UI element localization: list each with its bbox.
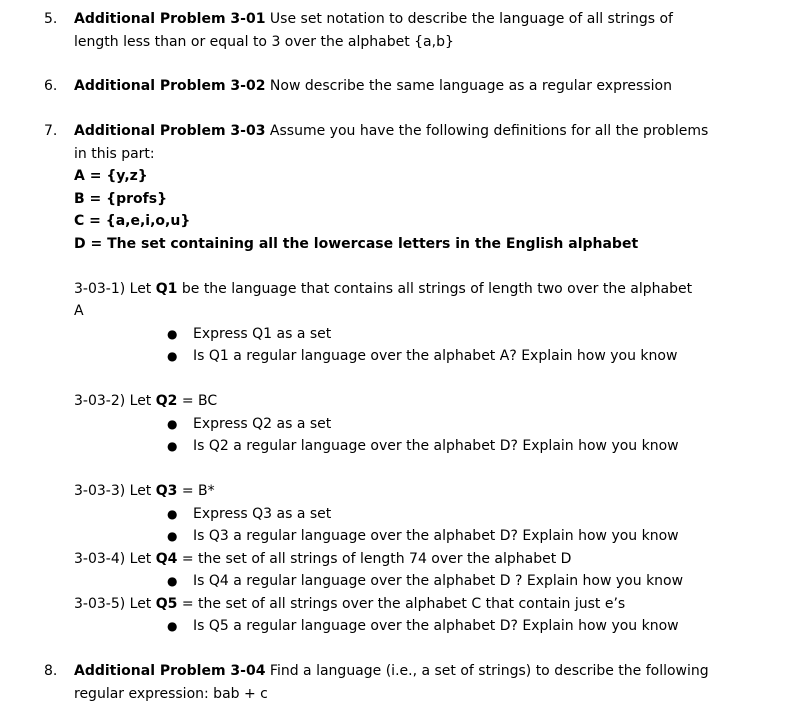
list-item: Express Q1 as a set <box>193 326 332 342</box>
problem-8-line1 <box>74 662 709 680</box>
problem-8-number: 8. <box>44 663 58 679</box>
problem-8-text1: Find a language (i.e., a set of strings) to describe the following <box>269 663 709 679</box>
bullet-icon: ● <box>167 349 178 363</box>
problem-7-line2: in this part: <box>74 146 155 162</box>
list-item: Express Q2 as a set <box>193 416 332 432</box>
q3-name: Q3 <box>155 483 178 499</box>
part-3-03-4-line1: 3-03-4) Let Q4 = the set of all strings of length 74 over the alphabet D <box>74 551 572 567</box>
q4-name: Q4 <box>155 551 178 567</box>
definition-b: B = {profs} <box>74 191 168 207</box>
problem-5-line1 <box>74 10 673 28</box>
definition-c: C = {a,e,i,o,u} <box>74 213 191 229</box>
problem-5-title: Additional Problem 3-01 <box>74 11 266 27</box>
bullet-icon: ● <box>167 439 178 453</box>
bullet-icon: ● <box>167 507 178 521</box>
bullet-icon: ● <box>167 529 178 543</box>
problem-8-line2: regular expression: bab + c <box>74 686 268 702</box>
list-item: Express Q3 as a set <box>193 506 332 522</box>
problem-6-text1: Now describe the same language as a regular expression <box>269 78 672 94</box>
problem-6-title: Additional Problem 3-02 <box>74 78 266 94</box>
definition-d: D = The set containing all the lowercase letters in the English alphabet <box>74 236 639 252</box>
problem-6-number: 6. <box>44 78 58 94</box>
problem-7-number: 7. <box>44 123 58 139</box>
problem-7-line1 <box>74 122 708 140</box>
part-3-03-2-line1: 3-03-2) Let Q2 = BC <box>74 393 218 409</box>
problem-8-title: Additional Problem 3-04 <box>74 663 266 679</box>
list-item: Is Q2 a regular language over the alphabet D? Explain how you know <box>193 438 679 454</box>
part-3-03-3-line1: 3-03-3) Let Q3 = B* <box>74 483 215 499</box>
bullet-icon: ● <box>167 574 178 588</box>
q1-name: Q1 <box>155 281 178 297</box>
bullet-icon: ● <box>167 619 178 633</box>
problem-6-line1 <box>74 77 672 95</box>
problem-5-line2: length less than or equal to 3 over the alphabet {a,b} <box>74 34 454 50</box>
list-item: Is Q5 a regular language over the alphabet D? Explain how you know <box>193 618 679 634</box>
q2-name: Q2 <box>155 393 178 409</box>
part-3-03-5-line1: 3-03-5) Let Q5 = the set of all strings over the alphabet C that contain just e’s <box>74 596 626 612</box>
bullet-icon: ● <box>167 417 178 431</box>
problem-5-number: 5. <box>44 11 58 27</box>
problem-5-text1: Use set notation to describe the language of all strings of <box>269 11 673 27</box>
problem-7-text1: Assume you have the following definitions for all the problems <box>269 123 709 139</box>
part-3-03-1-line1: 3-03-1) Let Q1 be the language that contains all strings of length two over the alphabet <box>74 281 693 297</box>
list-item: Is Q3 a regular language over the alphabet D? Explain how you know <box>193 528 679 544</box>
problem-7-title: Additional Problem 3-03 <box>74 123 266 139</box>
bullet-icon: ● <box>167 327 178 341</box>
list-item: Is Q4 a regular language over the alphabet D ? Explain how you know <box>193 573 684 589</box>
definition-a: A = {y,z} <box>74 168 148 184</box>
q5-name: Q5 <box>155 596 178 612</box>
list-item: Is Q1 a regular language over the alphabet A? Explain how you know <box>193 348 678 364</box>
part-3-03-1-line2: A <box>74 303 84 319</box>
